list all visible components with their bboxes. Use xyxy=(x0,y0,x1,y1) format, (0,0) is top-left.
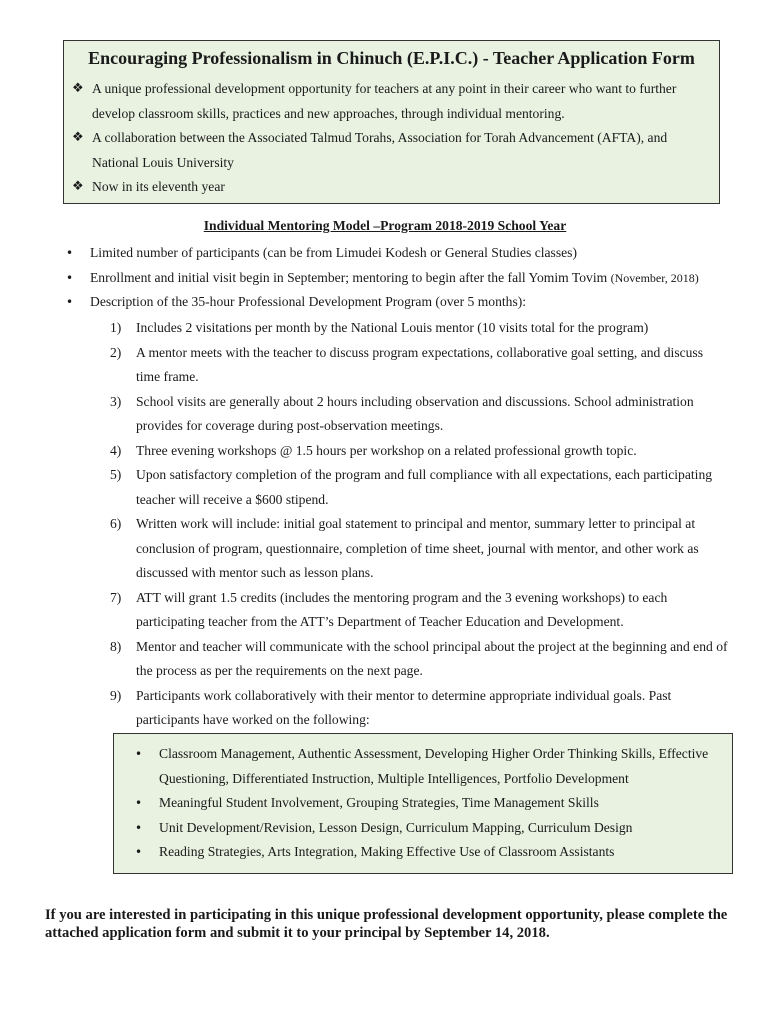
diamond-bullet-icon: ❖ xyxy=(72,81,84,96)
detail-item xyxy=(110,439,730,464)
program-bullet-text: Description of the 35-hour Professional Development Program (over 5 months): xyxy=(90,294,527,309)
program-bullet-note: (November, 2018) xyxy=(610,270,699,285)
detail-text: Upon satisfactory completion of the program and full compliance with all expectations, each participating teacher will receive a $600 stipend. xyxy=(136,467,713,507)
detail-number: 2) xyxy=(110,344,122,360)
topics-list xyxy=(131,742,726,865)
diamond-bullet-icon: ❖ xyxy=(72,179,84,194)
bullet-icon: • xyxy=(66,246,74,260)
topic-text: Unit Development/Revision, Lesson Design, Curriculum Mapping, Curriculum Design xyxy=(159,819,633,835)
intro-point-text: A unique professional development opportunity for teachers at any point in their career who want to further develop classroom skills, practices and new approaches, through individual mentoring. xyxy=(92,81,677,121)
closing-statement: If you are interested in participating in this unique professional development opportunity, please complete the attached application form and submit it to your principal by September 14, 2018. xyxy=(45,907,728,941)
intro-point xyxy=(72,126,712,175)
detail-text: Three evening workshops @ 1.5 hours per workshop on a related professional growth topic. xyxy=(136,442,637,458)
program-bullet xyxy=(64,266,744,291)
topic-item xyxy=(131,742,726,791)
bullet-icon: • xyxy=(135,820,143,835)
detail-text: ATT will grant 1.5 credits (includes the mentoring program and the 3 evening workshops) to each participating teacher from the ATT’s Department of Teacher Education and Development. xyxy=(136,589,668,629)
detail-item xyxy=(110,684,730,733)
intro-point xyxy=(72,77,712,126)
bullet-icon: • xyxy=(135,796,143,810)
diamond-bullet-icon: ❖ xyxy=(72,130,84,145)
detail-item xyxy=(110,463,730,512)
bullet-icon: • xyxy=(135,845,143,859)
topics-box xyxy=(113,733,733,874)
bullet-icon: • xyxy=(66,295,74,309)
program-bullet-text: Limited number of participants (can be from Limudei Kodesh or General Studies classes) xyxy=(90,245,577,260)
detail-text: Written work will include: initial goal statement to principal and mentor, summary letter to principal at conclusion of program, questionnaire, completion of time sheet, journal with mentor, and other work as discussed with mentor such as lesson plans. xyxy=(136,516,699,580)
detail-number: 1) xyxy=(110,320,122,335)
topic-item xyxy=(131,816,726,841)
detail-number: 4) xyxy=(110,442,122,458)
detail-text: Includes 2 visitations per month by the National Louis mentor (10 visits total for the program) xyxy=(136,320,649,335)
detail-item xyxy=(110,586,730,635)
intro-box xyxy=(63,40,720,204)
topic-item xyxy=(131,840,726,865)
detail-number: 5) xyxy=(110,467,122,482)
topic-text: Reading Strategies, Arts Integration, Making Effective Use of Classroom Assistants xyxy=(159,844,615,859)
program-bullet-text: Enrollment and initial visit begin in September; mentoring to begin after the fall Yomim Tovim xyxy=(90,269,608,285)
bullet-icon: • xyxy=(135,747,143,761)
program-bullet xyxy=(64,290,744,315)
program-bullet xyxy=(64,241,744,266)
detail-number: 3) xyxy=(110,393,122,409)
detail-number: 8) xyxy=(110,638,122,654)
detail-number: 6) xyxy=(110,516,122,531)
intro-points xyxy=(72,77,712,200)
detail-number: 9) xyxy=(110,687,122,703)
topic-text: Meaningful Student Involvement, Grouping Strategies, Time Management Skills xyxy=(159,795,599,810)
intro-point-text: Now in its eleventh year xyxy=(92,179,225,194)
intro-point xyxy=(72,175,712,200)
bullet-icon: • xyxy=(66,270,74,285)
detail-text: Mentor and teacher will communicate with the school principal about the project at the beginning and end of the process as per the requirements on the next page. xyxy=(136,638,728,678)
detail-text: A mentor meets with the teacher to discuss program expectations, collaborative goal setting, and discuss time frame. xyxy=(136,344,704,384)
program-details xyxy=(110,316,730,733)
program-bullets xyxy=(64,241,744,315)
detail-item xyxy=(110,512,730,586)
detail-number: 7) xyxy=(110,589,122,605)
detail-item xyxy=(110,341,730,390)
topic-item xyxy=(131,791,726,816)
detail-item xyxy=(110,390,730,439)
program-heading: Individual Mentoring Model –Program 2018-2019 School Year xyxy=(203,218,567,233)
detail-item xyxy=(110,635,730,684)
detail-item xyxy=(110,316,730,341)
detail-text: Participants work collaboratively with their mentor to determine appropriate individual goals. Past participants have worked on the following: xyxy=(136,687,672,727)
page-title: Encouraging Professionalism in Chinuch (E.P.I.C.) - Teacher Application Form xyxy=(88,48,695,68)
topic-text: Classroom Management, Authentic Assessment, Developing Higher Order Thinking Skills, Effective Questioning, Differentiated Instruction, Multiple Intelligences, Portfolio Development xyxy=(159,746,709,786)
detail-text: School visits are generally about 2 hours including observation and discussions. School administration provides for coverage during post-observation meetings. xyxy=(136,393,694,433)
intro-point-text: A collaboration between the Associated Talmud Torahs, Association for Torah Advancement (AFTA), and National Louis University xyxy=(92,130,668,170)
